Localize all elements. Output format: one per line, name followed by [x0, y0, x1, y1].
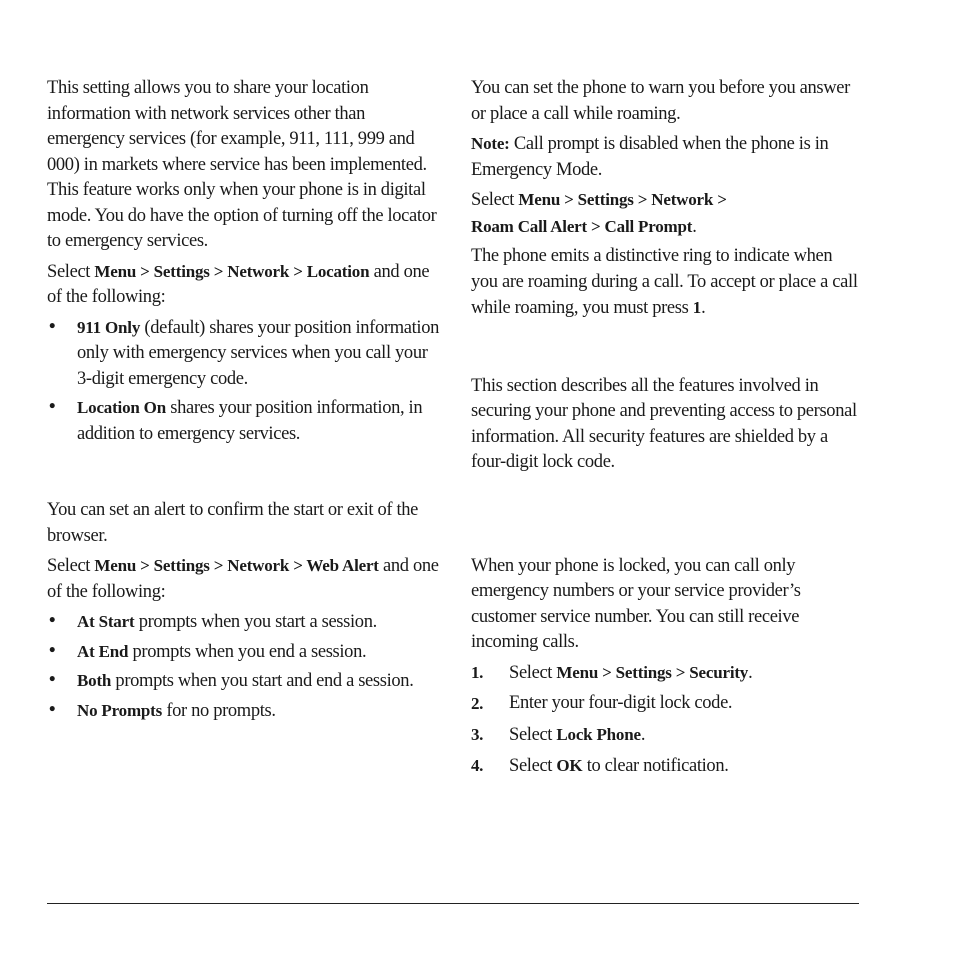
location-options-list [47, 315, 439, 448]
footer-rule [47, 903, 859, 904]
list-item [47, 698, 439, 725]
list-item [47, 639, 439, 666]
step-number: 1. [471, 662, 484, 682]
bullet: • [49, 611, 56, 631]
web-select-instruction [47, 553, 439, 605]
roam-select-instruction [471, 187, 863, 240]
list-item [471, 691, 863, 717]
bullet: • [49, 316, 56, 337]
option-desc: prompts when you start and end a session. [111, 671, 414, 691]
roam-desc-end: . [701, 298, 706, 318]
menu-path-roam-2: Roam Call Alert > Call Prompt [471, 216, 693, 236]
step-menu-path: Menu > Settings > Security [556, 662, 749, 682]
option-term: At Start [77, 612, 135, 631]
option-term: Both [77, 671, 112, 690]
option-term: Location On [77, 398, 166, 417]
select-prefix: Select [47, 556, 95, 576]
option-desc: shares your position information, in addition to emergency services. [77, 398, 423, 444]
option-desc: prompts when you end a session. [128, 641, 367, 662]
right-column [471, 76, 863, 785]
select-suffix: and one of the following: [47, 261, 430, 307]
step-end: . [640, 724, 646, 745]
key-label: 1 [692, 298, 702, 317]
step-number: 3. [471, 724, 484, 744]
menu-path-web-alert: Menu > Settings > Network > Web Alert [94, 556, 379, 575]
step-end: to clear notification. [582, 756, 729, 776]
list-item [47, 315, 439, 393]
step-option: OK [556, 756, 583, 775]
option-desc: (default) shares your position information only with emergency services when you call your 3-digit emergency code. [77, 317, 439, 389]
step-text: Select [509, 662, 557, 683]
step-option: Lock Phone [556, 724, 641, 744]
option-term: No Prompts [77, 700, 163, 720]
bullet: • [49, 640, 56, 661]
step-text: Select [509, 724, 557, 745]
lock-steps-list [471, 660, 863, 780]
location-select-instruction [47, 259, 439, 311]
security-intro: This section describes all the features involved in securing your phone and preventing access to personal information. All security features are shielded by a four-digit lock code. [471, 375, 857, 472]
step-number: 2. [471, 694, 484, 713]
left-column [47, 76, 439, 727]
bullet: • [49, 699, 56, 720]
step-end: . [748, 662, 753, 683]
option-desc: prompts when you start a session. [134, 612, 377, 632]
bullet: • [49, 670, 56, 690]
select-suffix: and one of the following: [47, 556, 439, 602]
bullet: • [49, 397, 56, 417]
roam-desc-text: The phone emits a distinctive ring to indicate when you are roaming during a call. To accept or place a call while roaming, you must press [471, 246, 858, 318]
list-item [47, 395, 439, 447]
select-suffix: . [692, 216, 697, 237]
menu-path-roam-1: Menu > Settings > Network > [518, 190, 727, 209]
note-label: Note: [471, 134, 510, 153]
option-term: 911 Only [77, 317, 141, 337]
web-alert-intro: You can set an alert to confirm the start or exit of the browser. [47, 500, 419, 546]
option-term: At End [77, 641, 129, 661]
location-intro: This setting allows you to share your location information with network services other than emergency services (for example, 911, 111, 999 and 000) in markets where service has been implemented. This feature works only when your phone is in digital mode. You do have the option of turning off the locator to emergency services. [47, 78, 437, 251]
menu-path-location: Menu > Settings > Network > Location [94, 261, 370, 281]
list-item [47, 668, 439, 695]
step-text: Enter your four-digit lock code. [509, 693, 733, 713]
list-item [471, 722, 863, 749]
lock-intro: When your phone is locked, you can call only emergency numbers or your service provider’s customer service number. You can still receive incoming calls. [471, 555, 801, 652]
note [471, 131, 863, 183]
select-prefix: Select [471, 190, 519, 210]
roam-description [471, 244, 863, 322]
option-desc: for no prompts. [162, 700, 276, 721]
step-text: Select [509, 756, 557, 776]
list-item [471, 660, 863, 687]
list-item [47, 609, 439, 636]
note-text: Call prompt is disabled when the phone is in Emergency Mode. [471, 134, 829, 180]
roam-intro: You can set the phone to warn you before you answer or place a call while roaming. [471, 78, 850, 124]
step-number: 4. [471, 756, 484, 775]
select-prefix: Select [47, 261, 95, 282]
list-item [471, 753, 863, 780]
web-options-list [47, 609, 439, 724]
